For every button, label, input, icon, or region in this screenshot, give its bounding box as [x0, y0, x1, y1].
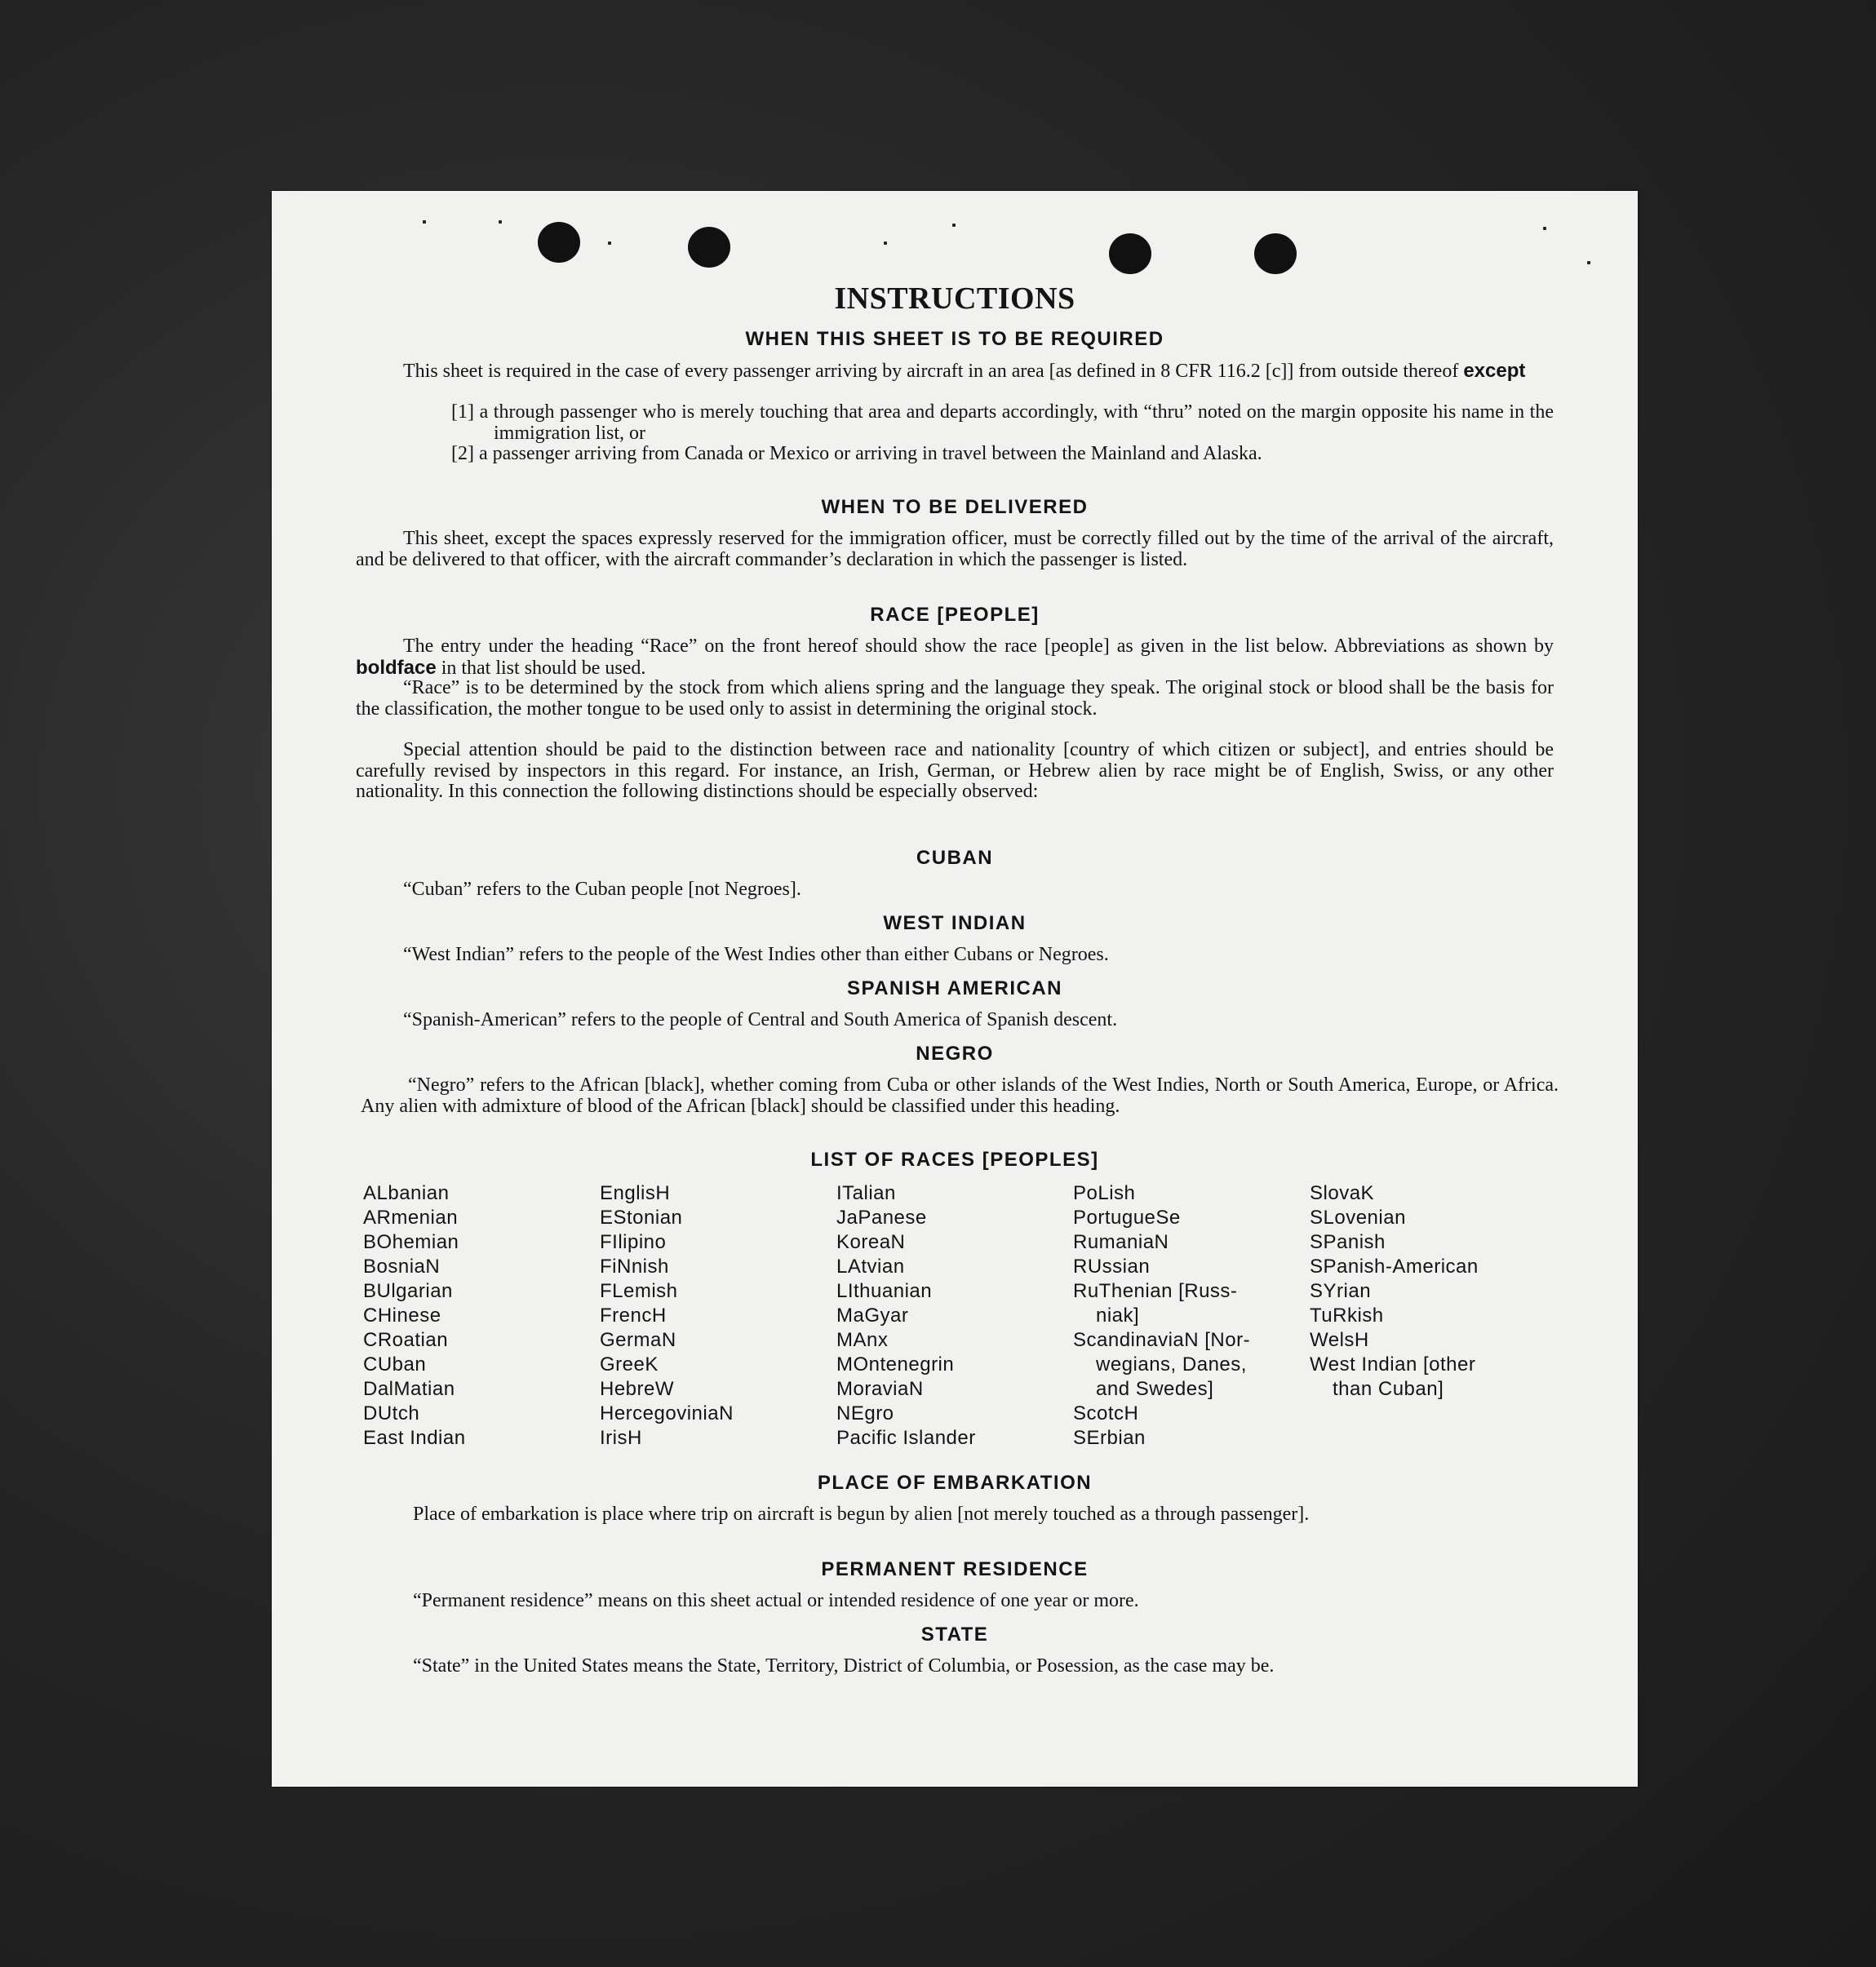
race-entry-continued: niak]	[1096, 1305, 1140, 1327]
required-intro	[356, 361, 1554, 383]
residence-text	[366, 1591, 1562, 1612]
race-entry: GreeK	[600, 1353, 659, 1376]
heading-race: RACE [PEOPLE]	[870, 604, 1040, 626]
race-entry: LIthuanian	[836, 1280, 933, 1302]
race-entry: SPanish-American	[1310, 1256, 1479, 1278]
races-column-4	[1073, 1181, 1250, 1451]
race-entry: SLovenian	[1310, 1207, 1406, 1229]
race-entry: Pacific Islander	[836, 1427, 976, 1449]
delivered-text-content: This sheet, except the spaces expressly reserved for the immigration officer, must be correctly filled out by the time of the arrival of the aircraft, and be delivered to that officer, with the aircraft commander’s declaration in which the passenger is listed.	[356, 528, 1554, 570]
race-entry: SErbian	[1073, 1427, 1146, 1449]
race-entry: RUssian	[1073, 1256, 1151, 1278]
heading-residence: PERMANENT RESIDENCE	[821, 1558, 1089, 1580]
race-entry: ScotcH	[1073, 1402, 1139, 1424]
delivered-text	[356, 529, 1554, 570]
required-intro-text: This sheet is required in the case of every passenger arriving by aircraft in an area [as defined in 8 CFR 116.2 [c]] from outside thereof	[403, 361, 1459, 382]
race-entry: MoraviaN	[836, 1378, 924, 1400]
race-entry: NEgro	[836, 1402, 894, 1424]
race-entry: ARmenian	[363, 1207, 459, 1229]
punch-hole	[688, 227, 730, 268]
heading-cuban: CUBAN	[916, 847, 994, 869]
state-text-content: “State” in the United States means the State, Territory, District of Columbia, or Posession, as the case may be.	[413, 1655, 1275, 1677]
race-entry-continued: than Cuban]	[1333, 1378, 1444, 1400]
race-entry: LAtvian	[836, 1256, 905, 1278]
heading-negro: NEGRO	[916, 1043, 994, 1065]
race-entry: CRoatian	[363, 1329, 449, 1351]
race-entry: KoreaN	[836, 1231, 906, 1253]
heading-embarkation: PLACE OF EMBARKATION	[817, 1472, 1093, 1494]
race-entry: HercegoviniaN	[600, 1402, 734, 1424]
race-entry-continued: and Swedes]	[1096, 1378, 1214, 1400]
except-label: except	[1463, 360, 1526, 382]
race-entry: MOntenegrin	[836, 1353, 955, 1376]
race-entry: JaPanese	[836, 1207, 927, 1229]
punch-hole	[538, 222, 580, 263]
race-entry: PoLish	[1073, 1182, 1136, 1204]
race-entry: DUtch	[363, 1402, 420, 1424]
race-entry: BOhemian	[363, 1231, 459, 1253]
race-entry: ScandinaviaN [Nor-	[1073, 1329, 1251, 1351]
punch-hole	[1109, 233, 1151, 274]
heading-spanish-american: SPANISH AMERICAN	[846, 977, 1062, 999]
race-entry: ALbanian	[363, 1182, 450, 1204]
cuban-text-content: “Cuban” refers to the Cuban people [not Negroes].	[403, 879, 801, 900]
negro-text	[361, 1075, 1559, 1117]
race-para-1	[356, 636, 1554, 679]
instruction-sheet	[272, 191, 1638, 1787]
speck	[952, 224, 956, 227]
race-entry: West Indian [other	[1310, 1353, 1476, 1376]
page-title: INSTRUCTIONS	[834, 281, 1075, 316]
boldface-label: boldface	[356, 656, 437, 679]
negro-text-content: “Negro” refers to the African [black], whether coming from Cuba or other islands of the West Indies, North or South America, Europe, or Africa. Any alien with admixture of blood of the African [black] should be classified under this heading.	[361, 1074, 1559, 1117]
embarkation-text	[366, 1504, 1562, 1526]
race-para-3-text: Special attention should be paid to the distinction between race and nationality [country of which citizen or subject], and entries should be carefully revised by inspectors in this regard. For instance, an Irish, German, or Hebrew alien by race might be of English, Swiss, or any other nationality. In this connection the following distinctions should be especially observed:	[356, 739, 1554, 802]
race-entry: WelsH	[1310, 1329, 1369, 1351]
race-para-1-a: The entry under the heading “Race” on the front hereof should show the race [people] as given in the list below. Abbreviations as shown by	[403, 636, 1554, 657]
heading-required: WHEN THIS SHEET IS TO BE REQUIRED	[745, 328, 1164, 350]
state-text	[366, 1656, 1562, 1677]
residence-text-content: “Permanent residence” means on this sheet actual or intended residence of one year or more.	[413, 1590, 1139, 1611]
spanish-american-text	[356, 1010, 1554, 1031]
required-item-2	[451, 444, 1554, 465]
race-para-1-c: in that list should be used.	[441, 657, 646, 679]
race-entry: MAnx	[836, 1329, 889, 1351]
cuban-text	[356, 879, 1554, 901]
race-entry: BUlgarian	[363, 1280, 453, 1302]
speck	[499, 220, 502, 224]
race-para-2	[356, 678, 1554, 720]
races-column-3	[836, 1181, 976, 1451]
race-entry-continued: wegians, Danes,	[1096, 1353, 1247, 1376]
required-item-1-text: [1] a through passenger who is merely touching that area and departs accordingly, with “thru” noted on the margin opposite his name in the immigration list, or	[451, 401, 1554, 444]
speck	[1587, 261, 1590, 264]
race-entry: SlovaK	[1310, 1182, 1375, 1204]
race-entry: SYrian	[1310, 1280, 1372, 1302]
west-indian-text-content: “West Indian” refers to the people of the West Indies other than either Cubans or Negroes.	[403, 944, 1109, 965]
required-item-2-text: [2] a passenger arriving from Canada or Mexico or arriving in travel between the Mainland and Alaska.	[451, 443, 1262, 464]
race-para-3	[356, 740, 1554, 803]
race-entry: ITalian	[836, 1182, 896, 1204]
race-entry: GermaN	[600, 1329, 676, 1351]
race-entry: MaGyar	[836, 1305, 909, 1327]
punch-hole	[1254, 233, 1297, 274]
race-entry: PortugueSe	[1073, 1207, 1181, 1229]
race-para-2-text: “Race” is to be determined by the stock from which aliens spring and the language they speak. The original stock or blood shall be the basis for the classification, the mother tongue to be used only to assist in determining the original stock.	[356, 677, 1554, 720]
race-entry: FiNnish	[600, 1256, 669, 1278]
race-entry: FIlipino	[600, 1231, 667, 1253]
heading-delivered: WHEN TO BE DELIVERED	[821, 496, 1089, 518]
heading-west-indian: WEST INDIAN	[883, 912, 1027, 934]
races-column-2	[600, 1181, 734, 1451]
race-entry: RuThenian [Russ-	[1073, 1280, 1238, 1302]
race-entry: CUban	[363, 1353, 427, 1376]
heading-state: STATE	[920, 1624, 989, 1646]
race-entry: RumaniaN	[1073, 1231, 1169, 1253]
spanish-american-text-content: “Spanish-American” refers to the people of Central and South America of Spanish descent.	[403, 1009, 1118, 1030]
race-entry: DalMatian	[363, 1378, 455, 1400]
race-entry: EnglisH	[600, 1182, 671, 1204]
race-entry: CHinese	[363, 1305, 441, 1327]
embarkation-text-content: Place of embarkation is place where trip on aircraft is begun by alien [not merely touched as a through passenger].	[413, 1504, 1310, 1525]
race-entry: TuRkish	[1310, 1305, 1384, 1327]
required-item-1	[451, 402, 1554, 444]
race-entry: BosniaN	[363, 1256, 441, 1278]
race-entry: HebreW	[600, 1378, 675, 1400]
west-indian-text	[356, 945, 1554, 966]
speck	[884, 241, 887, 245]
race-entry: East Indian	[363, 1427, 466, 1449]
speck	[423, 220, 426, 224]
heading-list-of-races: LIST OF RACES [PEOPLES]	[810, 1149, 1099, 1171]
speck	[608, 241, 611, 245]
speck	[1543, 227, 1546, 230]
race-entry: FLemish	[600, 1280, 678, 1302]
race-entry: EStonian	[600, 1207, 683, 1229]
races-column-5	[1310, 1181, 1479, 1402]
race-entry: FrencH	[600, 1305, 667, 1327]
race-entry: SPanish	[1310, 1231, 1386, 1253]
races-column-1	[363, 1181, 466, 1451]
race-entry: IrisH	[600, 1427, 642, 1449]
